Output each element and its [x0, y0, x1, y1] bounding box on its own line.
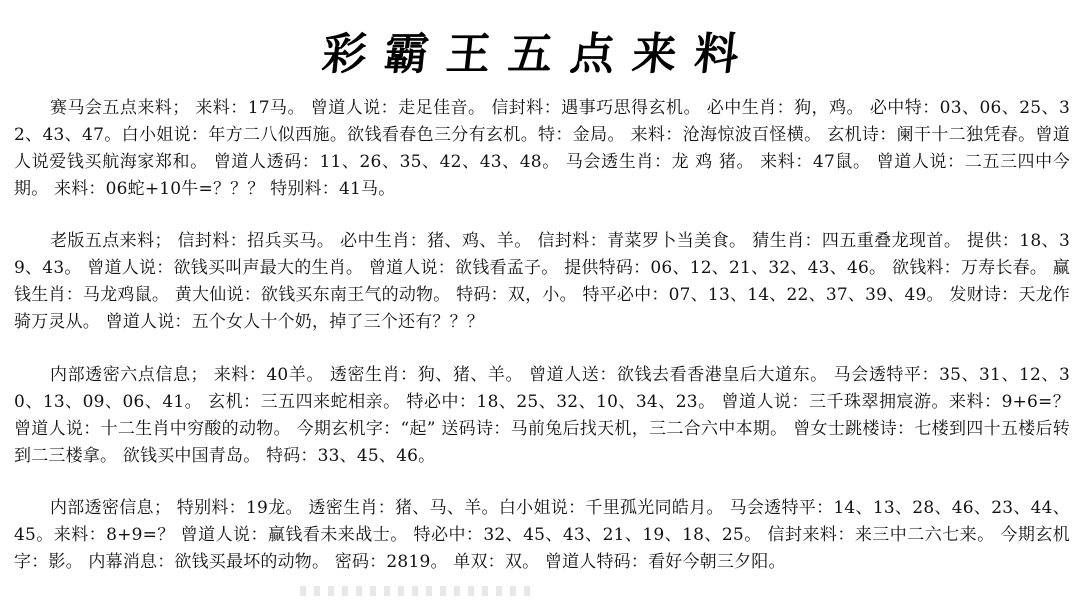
paragraph-text: 内部透密信息； 特别料：19龙。 透密生肖：猪、马、羊。白小姐说：千里孤光同皓月。 马会透特平：14、13、28、46、23、44、45。来料：8+9=？ 曾道人说：赢钱看未来战士。 特必中：32、45、43、21、19、18、25。 信封来料：来三中二六七来。 今期玄机字：影。 内幕消息：欲钱买最坏的动物。 密码：2819。 单双：双。 曾道人特码：看好今朝三夕阳。 — [14, 498, 1070, 572]
section-saimahui — [14, 95, 1070, 203]
section-neibu-info — [14, 495, 1070, 576]
section-laoban — [14, 228, 1070, 336]
page-title: 彩霸王五点来料 — [319, 29, 760, 80]
scan-smudge — [300, 586, 530, 596]
paragraph-text: 内部透密六点信息； 来料：40羊。 透密生肖：狗、猪、羊。 曾道人送：欲钱去看香港皇后大道东。 马会透特平：35、31、12、30、13、09、06、41。 玄机：三五四来蛇相亲。 特必中：18、25、32、10、34、23。 曾道人说：三千珠翠拥宸游。来料：9+6=？ 曾道人说：十二生肖中穷酸的动物。 今期玄机字：“起” 送码诗：马前兔后找天机，三二合六中本期。 曾女士跳楼诗：七楼到四十五楼后转到二三楼拿。 欲钱买中国青岛。 特码：33、45、46。 — [14, 365, 1070, 466]
paragraph-text: 老版五点来料； 信封料：招兵买马。 必中生肖：猪、鸡、羊。 信封料：青菜罗卜当美食。 猜生肖：四五重叠龙现首。 提供：18、39、43。 曾道人说：欲钱买叫声最大的生肖。 曾道人说：欲钱看孟子。 提供特码：06、12、21、32、43、46。 欲钱料：万寿长春。 赢钱生肖：马龙鸡鼠。 黄大仙说：欲钱买东南王气的动物。 特码：双，小。 特平必中：07、13、14、22、37、39、49。 发财诗：天龙作骑万灵从。 曾道人说：五个女人十个奶，掉了三个还有？？？ — [14, 231, 1070, 332]
paragraph-text: 赛马会五点来料； 来料：17马。 曾道人说：走足佳音。 信封料：遇事巧思得玄机。 必中生肖：狗，鸡。 必中特：03、06、25、32、43、47。白小姐说：年方二八似西施。欲钱看春色三分有玄机。特：金局。 来料：沧海惊波百怪横。 玄机诗：阑干十二独凭春。曾道人说爱钱买航海家郑和。 曾道人透码：11、26、35、42、43、48。 马会透生肖：龙 鸡 猪。 来料：47鼠。 曾道人说：二五三四中今期。 来料：06蛇+10牛=？？？ 特别料：41马。 — [14, 98, 1070, 199]
section-neibu-six — [14, 362, 1070, 470]
